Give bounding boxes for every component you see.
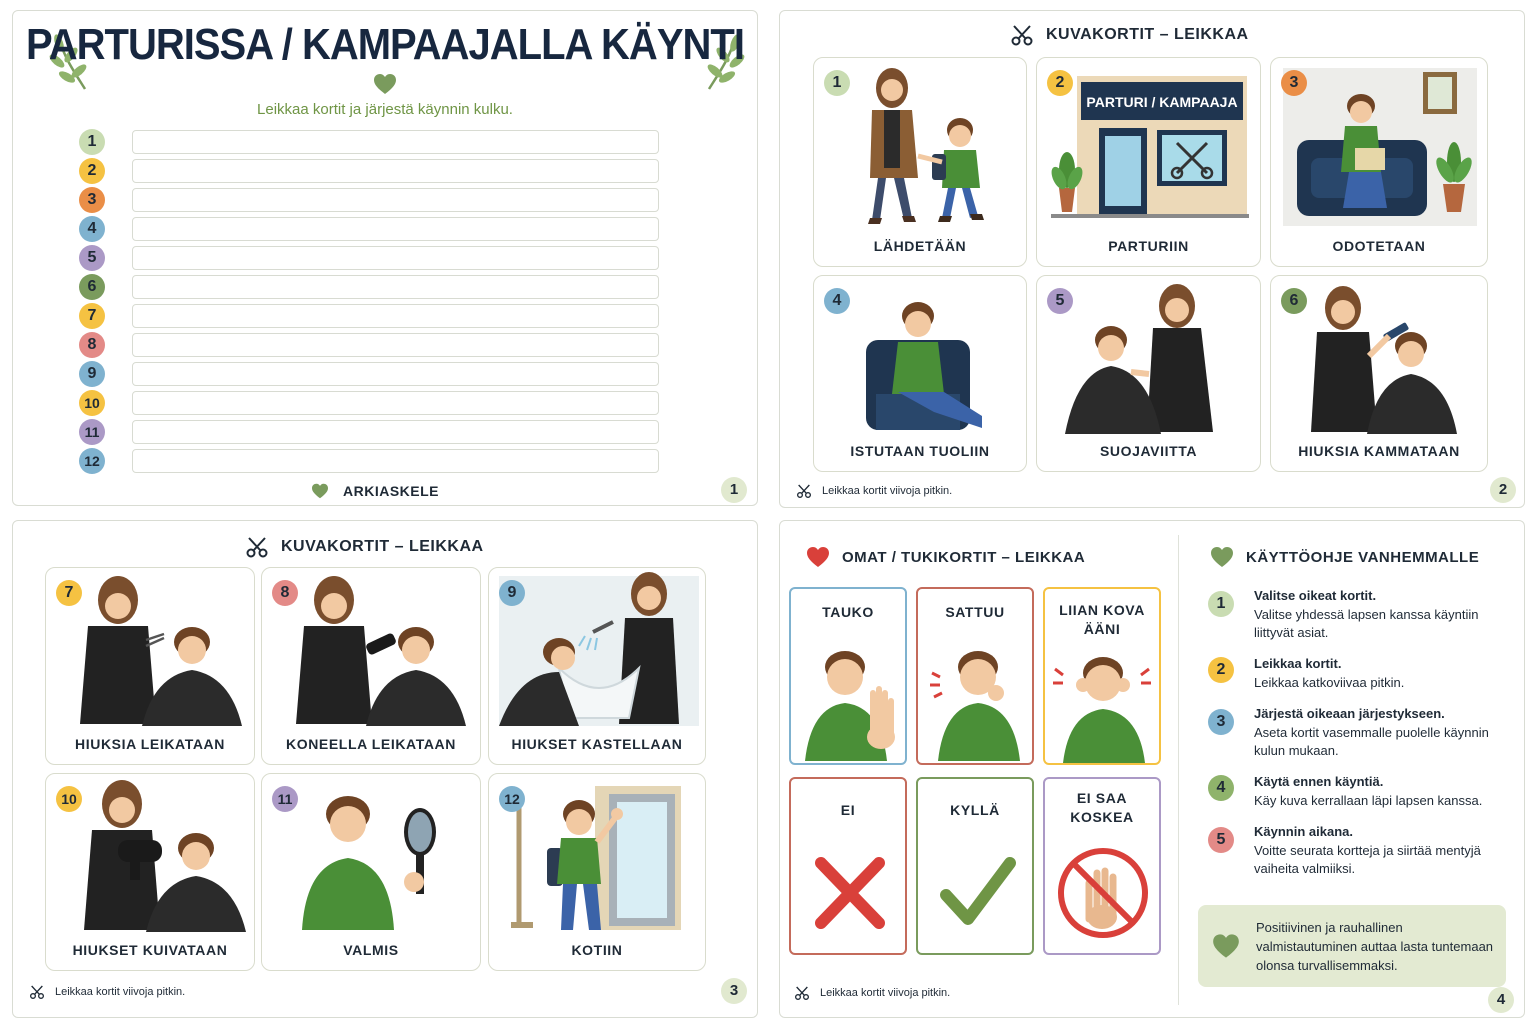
guide-heading xyxy=(1210,545,1479,569)
step-number: 1 xyxy=(1208,591,1234,617)
heart-icon xyxy=(1212,933,1240,959)
picture-card[interactable] xyxy=(1270,57,1488,267)
support-heading xyxy=(806,545,1085,569)
cut-note xyxy=(796,483,952,499)
support-card-hurts[interactable] xyxy=(916,587,1034,765)
card-label: HIUKSET KUIVATAAN xyxy=(72,942,228,958)
order-slot[interactable] xyxy=(132,217,659,241)
page-3-picture-cards xyxy=(12,520,758,1018)
support-card-label: EI xyxy=(840,802,856,818)
step-title: Käynnin aikana. xyxy=(1254,824,1353,839)
order-row xyxy=(79,129,105,155)
section-heading xyxy=(1010,23,1249,47)
support-card-too-loud[interactable] xyxy=(1043,587,1161,765)
order-row xyxy=(79,448,105,474)
step-title: Käytä ennen käyntiä. xyxy=(1254,774,1384,789)
card-label: ISTUTAAN TUOLIIN xyxy=(850,443,990,459)
card-label: KOTIIN xyxy=(571,942,623,958)
step-text: Aseta kortit vasemmalle puolelle käynnin kulun mukaan. xyxy=(1254,724,1489,758)
picture-card[interactable] xyxy=(261,567,481,765)
picture-card[interactable] xyxy=(1270,275,1488,472)
step-title: Järjestä oikeaan järjestykseen. xyxy=(1254,706,1445,721)
order-row xyxy=(79,390,105,416)
support-card-label: KYLLÄ xyxy=(950,802,1000,818)
tip-text: Positiivinen ja rauhallinen valmistautuminen auttaa lasta tuntemaan olonsa turvallisemmaksi. xyxy=(1256,919,1494,973)
number-badge: 2 xyxy=(79,158,105,184)
step-number: 5 xyxy=(1208,827,1234,853)
card-label: HIUKSIA KAMMATAAN xyxy=(1298,443,1460,459)
picture-card[interactable] xyxy=(488,567,706,765)
number-badge: 8 xyxy=(79,332,105,358)
card-number: 6 xyxy=(1281,288,1307,314)
card-number: 11 xyxy=(272,786,298,812)
page-2-picture-cards xyxy=(779,10,1525,508)
order-row xyxy=(79,187,105,213)
support-card-no-touch[interactable] xyxy=(1043,777,1161,955)
no-touch-icon xyxy=(1045,823,1161,953)
card-label: SUOJAVIITTA xyxy=(1099,443,1198,459)
support-card-label: TAUKO xyxy=(822,604,874,620)
cross-icon xyxy=(791,823,907,953)
picture-card[interactable] xyxy=(45,567,255,765)
order-row xyxy=(79,216,105,242)
picture-card[interactable] xyxy=(813,57,1027,267)
cut-note-text: Leikkaa kortit viivoja pitkin. xyxy=(820,987,951,999)
support-card-label: SATTUU xyxy=(945,604,1005,620)
card-label: ODOTETAAN xyxy=(1332,238,1426,254)
picture-card[interactable] xyxy=(261,773,481,971)
tip-box xyxy=(1198,905,1506,987)
order-slot[interactable] xyxy=(132,304,659,328)
page-number: 4 xyxy=(1488,987,1514,1013)
guide-step xyxy=(1208,773,1514,810)
order-row xyxy=(79,158,105,184)
picture-card[interactable] xyxy=(813,275,1027,472)
stop-hand-icon xyxy=(791,633,907,763)
page-number: 1 xyxy=(721,477,747,503)
scissors-icon xyxy=(796,483,812,499)
support-card-label: EI SAA KOSKEA xyxy=(1070,790,1134,825)
number-badge: 12 xyxy=(79,448,105,474)
card-number: 9 xyxy=(499,580,525,606)
order-row xyxy=(79,245,105,271)
card-number: 2 xyxy=(1047,70,1073,96)
step-text: Käy kuva kerrallaan läpi lapsen kanssa. xyxy=(1254,792,1483,808)
picture-card[interactable] xyxy=(45,773,255,971)
card-number: 10 xyxy=(56,786,82,812)
support-card-yes[interactable] xyxy=(916,777,1034,955)
picture-card[interactable] xyxy=(1036,275,1261,472)
covering-ears-icon xyxy=(1045,633,1161,763)
page-1-order-sheet xyxy=(12,10,758,506)
scissors-icon xyxy=(1010,23,1034,47)
card-label: HIUKSET KASTELLAAN xyxy=(511,736,683,752)
step-text: Leikkaa katkoviivaa pitkin. xyxy=(1254,674,1405,690)
step-title: Valitse oikeat kortit. xyxy=(1254,588,1377,603)
picture-card[interactable] xyxy=(488,773,706,971)
support-card-no[interactable] xyxy=(789,777,907,955)
order-row xyxy=(79,332,105,358)
order-row xyxy=(79,303,105,329)
order-slot[interactable] xyxy=(132,391,659,415)
card-number: 3 xyxy=(1281,70,1307,96)
brand-name: ARKIASKELE xyxy=(343,483,440,499)
page-4-support-and-guide xyxy=(779,520,1525,1018)
scissors-icon xyxy=(245,535,269,559)
heart-icon xyxy=(311,483,329,499)
cut-note-text: Leikkaa kortit viivoja pitkin. xyxy=(822,485,953,497)
heart-icon xyxy=(806,545,830,569)
step-number: 2 xyxy=(1208,657,1234,683)
order-slot[interactable] xyxy=(132,188,659,212)
step-title: Leikkaa kortit. xyxy=(1254,656,1342,671)
heart-icon xyxy=(373,73,397,95)
number-badge: 9 xyxy=(79,361,105,387)
support-card-pause[interactable] xyxy=(789,587,907,765)
heart-icon xyxy=(1210,545,1234,569)
order-slot[interactable] xyxy=(132,362,659,386)
card-number: 7 xyxy=(56,580,82,606)
card-number: 12 xyxy=(499,786,525,812)
order-slot[interactable] xyxy=(132,159,659,183)
guide-step xyxy=(1208,587,1514,643)
card-number: 8 xyxy=(272,580,298,606)
page-number: 3 xyxy=(721,978,747,1004)
cut-note xyxy=(794,985,950,1001)
page-title: PARTURISSA / KAMPAAJALLA KÄYNTI xyxy=(26,21,744,69)
picture-card[interactable] xyxy=(1036,57,1261,267)
guide-step xyxy=(1208,655,1514,692)
card-number: 4 xyxy=(824,288,850,314)
order-slot[interactable] xyxy=(132,246,659,270)
column-divider xyxy=(1178,535,1179,1005)
guide-step xyxy=(1208,823,1514,879)
number-badge: 5 xyxy=(79,245,105,271)
order-slot[interactable] xyxy=(132,420,659,444)
number-badge: 6 xyxy=(79,274,105,300)
card-number: 5 xyxy=(1047,288,1073,314)
card-number: 1 xyxy=(824,70,850,96)
scissors-icon xyxy=(29,984,45,1000)
cut-note-text: Leikkaa kortit viivoja pitkin. xyxy=(55,986,186,998)
number-badge: 3 xyxy=(79,187,105,213)
hurting-boy-icon xyxy=(918,633,1034,763)
card-label: LÄHDETÄÄN xyxy=(873,238,967,254)
order-row xyxy=(79,361,105,387)
brand-footer xyxy=(311,483,439,499)
card-label: HIUKSIA LEIKATAAN xyxy=(75,736,225,752)
step-number: 4 xyxy=(1208,775,1234,801)
heading-text: KUVAKORTIT – LEIKKAA xyxy=(1046,26,1249,43)
check-icon xyxy=(918,823,1034,953)
order-row xyxy=(79,419,105,445)
number-badge: 4 xyxy=(79,216,105,242)
heading-text: KUVAKORTIT – LEIKKAA xyxy=(281,538,484,555)
support-card-label: LIIAN KOVA ÄÄNI xyxy=(1059,602,1145,637)
step-text: Voitte seurata kortteja ja siirtää mentyjä vaiheita valmiiksi. xyxy=(1254,842,1481,876)
order-slot[interactable] xyxy=(132,333,659,357)
number-badge: 7 xyxy=(79,303,105,329)
heading-text: KÄYTTÖOHJE VANHEMMALLE xyxy=(1246,548,1480,566)
cut-note xyxy=(29,984,185,1000)
card-label: KONEELLA LEIKATAAN xyxy=(286,736,456,752)
order-slot[interactable] xyxy=(132,275,659,299)
card-label: PARTURIIN xyxy=(1108,238,1189,254)
page-number: 2 xyxy=(1490,477,1516,503)
step-text: Valitse yhdessä lapsen kanssa käyntiin liittyvät asiat. xyxy=(1254,606,1479,640)
number-badge: 1 xyxy=(79,129,105,155)
section-heading xyxy=(245,535,484,559)
guide-step xyxy=(1208,705,1514,761)
order-slot[interactable] xyxy=(132,449,659,473)
scissors-icon xyxy=(794,985,810,1001)
card-label: VALMIS xyxy=(343,942,399,958)
heading-text: OMAT / TUKIKORTIT – LEIKKAA xyxy=(842,548,1086,566)
shop-sign-text: PARTURI / KAMPAAJA xyxy=(1086,94,1238,110)
order-slot[interactable] xyxy=(132,130,659,154)
number-badge: 11 xyxy=(79,419,105,445)
step-number: 3 xyxy=(1208,709,1234,735)
page-subtitle: Leikkaa kortit ja järjestä käynnin kulku. xyxy=(257,101,513,118)
order-row xyxy=(79,274,105,300)
number-badge: 10 xyxy=(79,390,105,416)
